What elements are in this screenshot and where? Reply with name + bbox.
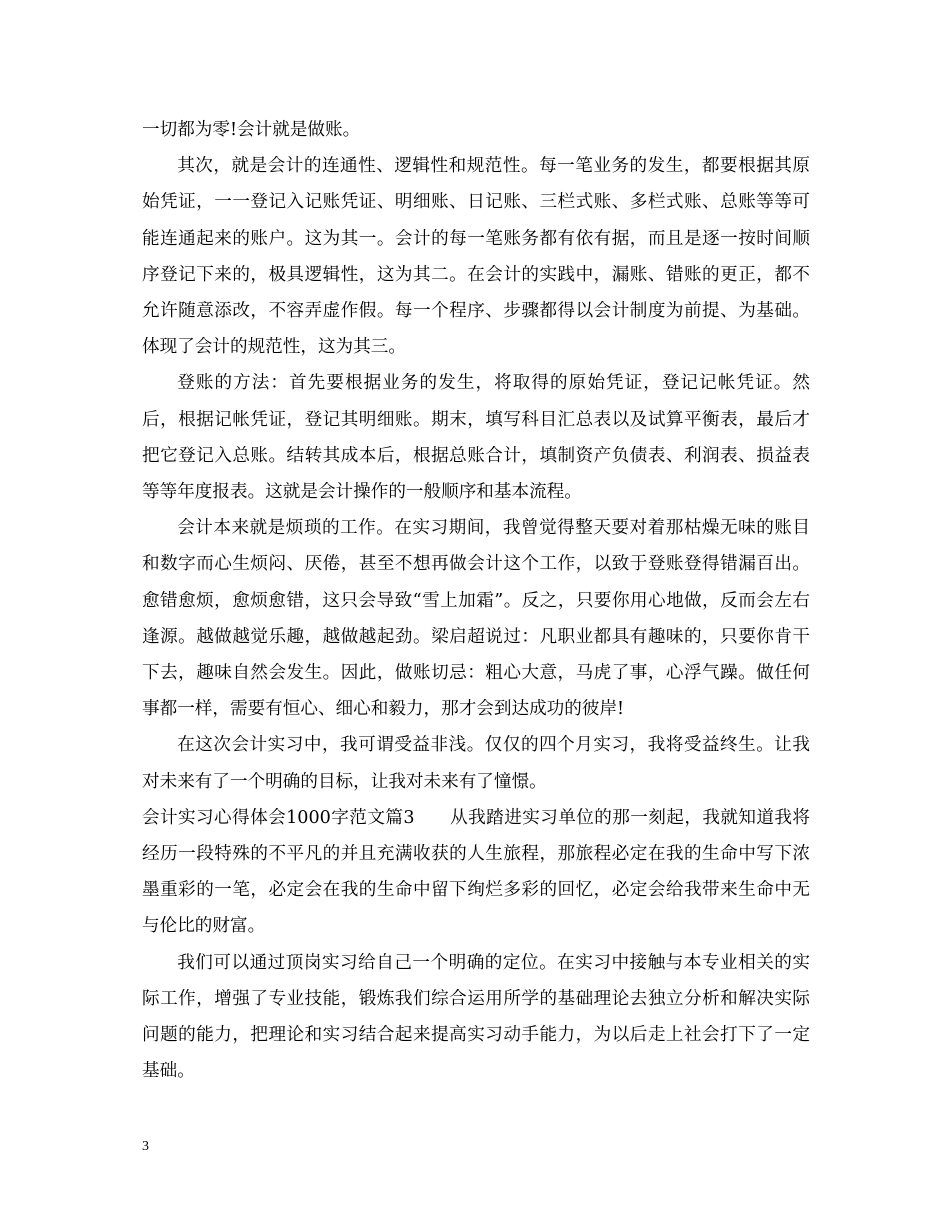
document-body bbox=[142, 112, 810, 1089]
paragraph-closing: 我们可以通过顶岗实习给自己一个明确的定位。在实习中接触与本专业相关的实际工作，增强了专业技能，锻炼我们综合运用所学的基础理论去独立分析和解决实际问题的能力，把理论和实习结合起来提高实习动手能力，为以后走上社会打下了一定基础。 bbox=[142, 952, 810, 1082]
paragraph-1: 一切都为零!会计就是做账。 bbox=[142, 120, 361, 140]
paragraph-4: 会计本来就是烦琐的工作。在实习期间，我曾觉得整天要对着那枯燥无味的账目和数字而心生烦闷、厌倦，甚至不想再做会计这个工作，以致于登账登得错漏百出。愈错愈烦，愈烦愈错，这只会导致“雪上加霜”。反之，只要你用心地做，反而会左右逢源。越做越觉乐趣，越做越起劲。梁启超说过：凡职业都具有趣味的，只要你肯干下去，趣味自然会发生。因此，做账切忌：粗心大意，马虎了事，心浮气躁。做任何事都一样，需要有恒心、细心和毅力，那才会到达成功的彼岸! bbox=[142, 518, 810, 720]
page-number: 3 bbox=[142, 1139, 149, 1154]
section-paragraph bbox=[142, 800, 810, 945]
paragraph-5: 在这次会计实习中，我可谓受益非浅。仅仅的四个月实习，我将受益终生。让我对未来有了一个明确的目标，让我对未来有了憧憬。 bbox=[142, 735, 810, 792]
section-text: 从我踏进实习单位的那一刻起，我就知道我将经历一段特殊的不平凡的并且充满收获的人生旅程，那旅程必定在我的生命中写下浓墨重彩的一笔，必定会在我的生命中留下绚烂多彩的回忆，必定会给我带来生命中无与伦比的财富。 bbox=[142, 807, 810, 937]
section-heading: 会计实习心得体会1000字范文篇3 bbox=[142, 807, 415, 828]
paragraph-3: 登账的方法：首先要根据业务的发生，将取得的原始凭证，登记记帐凭证。然后，根据记帐凭证，登记其明细账。期末，填写科目汇总表以及试算平衡表，最后才把它登记入总账。结转其成本后，根据总账合计，填制资产负债表、利润表、损益表等等年度报表。这就是会计操作的一般顺序和基本流程。 bbox=[142, 373, 810, 503]
paragraph-2: 其次，就是会计的连通性、逻辑性和规范性。每一笔业务的发生，都要根据其原始凭证，一一登记入记账凭证、明细账、日记账、三栏式账、多栏式账、总账等等可能连通起来的账户。这为其一。会计的每一笔账务都有依有据，而且是逐一按时间顺序登记下来的，极具逻辑性，这为其二。在会计的实践中，漏账、错账的更正，都不允许随意添改，不容弄虚作假。每一个程序、步骤都得以会计制度为前提、为基础。体现了会计的规范性，这为其三。 bbox=[142, 156, 810, 358]
